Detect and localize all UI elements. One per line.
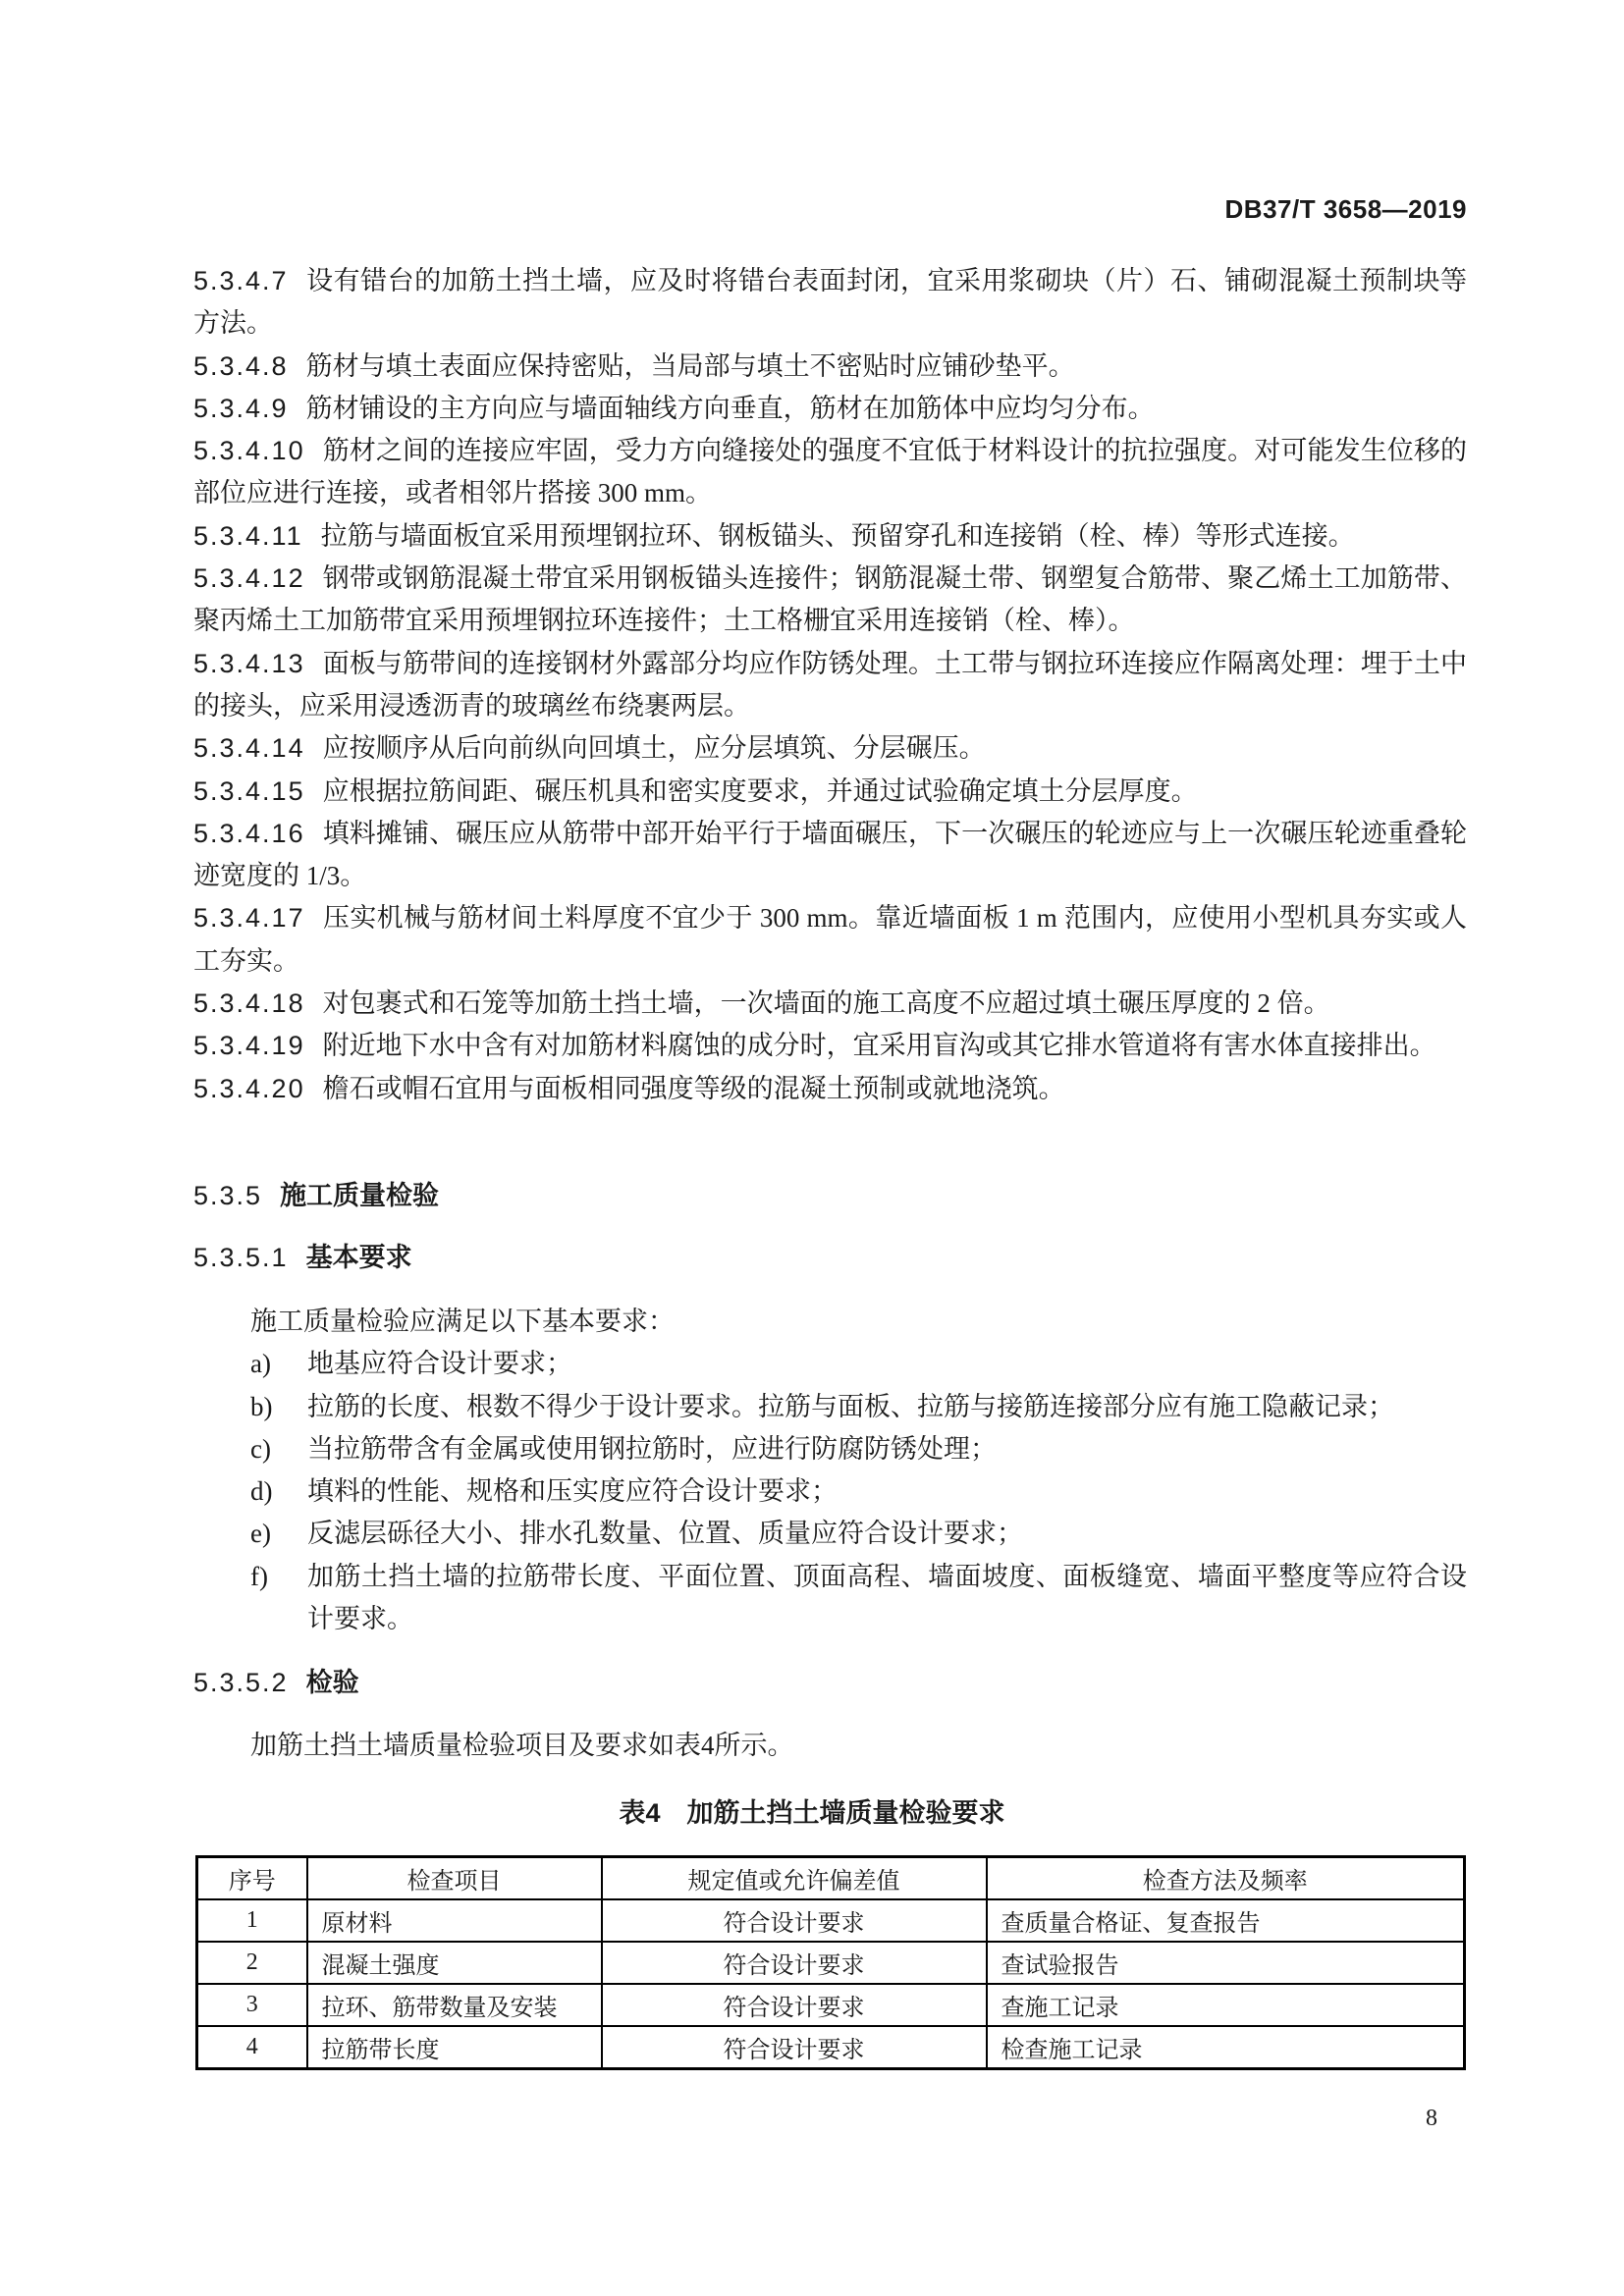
clause — [193, 771, 1467, 813]
clause-number: 5.3.4.19 — [193, 1031, 305, 1061]
clause — [193, 346, 1467, 388]
clause — [193, 983, 1467, 1025]
clause-number: 5.3.4.17 — [193, 903, 305, 934]
table-cell: 符合设计要求 — [602, 2026, 987, 2069]
list-label: a) — [250, 1349, 271, 1379]
clause-number: 5.3.4.15 — [193, 775, 305, 806]
basic-intro: 施工质量检验应满足以下基本要求： — [250, 1307, 675, 1336]
table-cell: 查质量合格证、复查报告 — [987, 1899, 1465, 1942]
list-label: c) — [250, 1433, 271, 1464]
list-text: 当拉筋带含有金属或使用钢拉筋时，应进行防腐防锈处理； — [307, 1433, 997, 1464]
quality-check-table — [195, 1855, 1466, 2070]
table-cell: 符合设计要求 — [602, 1984, 987, 2026]
clause-number: 5.3.4.12 — [193, 563, 305, 594]
section-number: 5.3.5 — [193, 1181, 263, 1210]
clause — [193, 813, 1467, 898]
table-cell: 2 — [197, 1942, 307, 1984]
clause-number: 5.3.4.18 — [193, 988, 305, 1019]
section-number: 5.3.5.2 — [193, 1668, 289, 1697]
clause-list — [193, 260, 1467, 1110]
table-row — [197, 1899, 1465, 1942]
table-cell: 符合设计要求 — [602, 1942, 987, 1984]
clause-number: 5.3.4.20 — [193, 1073, 305, 1103]
clause-number: 5.3.4.9 — [193, 393, 289, 423]
section-title: 施工质量检验 — [280, 1181, 440, 1210]
clause-number: 5.3.4.11 — [193, 520, 303, 551]
section-number: 5.3.5.1 — [193, 1243, 289, 1272]
list-text: 拉筋的长度、根数不得少于设计要求。拉筋与面板、拉筋与接筋连接部分应有施工隐蔽记录； — [307, 1391, 1394, 1421]
table-cell: 符合设计要求 — [602, 1899, 987, 1942]
list-text: 加筋土挡土墙的拉筋带长度、平面位置、顶面高程、墙面坡度、面板缝宽、墙面平整度等应符合设计要求。 — [307, 1561, 1467, 1634]
clause-number: 5.3.4.8 — [193, 350, 289, 381]
clause — [193, 558, 1467, 643]
table-row — [197, 2026, 1465, 2069]
table-cell: 4 — [197, 2026, 307, 2069]
clause — [193, 897, 1467, 983]
list-item — [250, 1470, 1467, 1513]
clause-text: 筋材与填土表面应保持密贴，当局部与填土不密贴时应铺砂垫平。 — [305, 350, 1075, 381]
clause — [193, 643, 1467, 728]
clause — [193, 1068, 1467, 1110]
basic-requirements — [250, 1301, 1467, 1640]
table-cell: 混凝土强度 — [307, 1942, 602, 1984]
document-code: DB37/T 3658—2019 — [1224, 194, 1467, 224]
table-row — [197, 1942, 1465, 1984]
clause-number: 5.3.4.13 — [193, 648, 305, 678]
table-header-row — [197, 1857, 1465, 1900]
clause-text: 筋材之间的连接应牢固，受力方向缝接处的强度不宜低于材料设计的抗拉强度。对可能发生位移的部位应进行连接，或者相邻片搭接 300 mm。 — [193, 436, 1467, 508]
clause-text: 檐石或帽石宜用与面板相同强度等级的混凝土预制或就地浇筑。 — [322, 1073, 1065, 1103]
section-heading-5-3-5-2 — [193, 1662, 1467, 1704]
list-item — [250, 1386, 1467, 1428]
clause-number: 5.3.4.14 — [193, 733, 305, 764]
clause-text: 应根据拉筋间距、碾压机具和密实度要求，并通过试验确定填土分层厚度。 — [322, 775, 1198, 806]
clause-text: 附近地下水中含有对加筋材料腐蚀的成分时，宜采用盲沟或其它排水管道将有害水体直接排出。 — [322, 1031, 1436, 1061]
column-header: 检查方法及频率 — [987, 1857, 1465, 1900]
table-cell: 原材料 — [307, 1899, 602, 1942]
clause-text: 填料摊铺、碾压应从筋带中部开始平行于墙面碾压，下一次碾压的轮迹应与上一次碾压轮迹重叠轮迹宽度的 1/3。 — [193, 818, 1467, 891]
table-cell: 拉环、筋带数量及安装 — [307, 1984, 602, 2026]
column-header: 序号 — [197, 1857, 307, 1900]
list-label: e) — [250, 1519, 271, 1549]
clause — [193, 1025, 1467, 1067]
check-intro: 加筋土挡土墙质量检验项目及要求如表4所示。 — [250, 1731, 794, 1760]
list-item — [250, 1513, 1467, 1555]
list-text: 地基应符合设计要求； — [307, 1349, 572, 1379]
list-label: f) — [250, 1561, 268, 1591]
list-label: b) — [250, 1391, 273, 1421]
list-label: d) — [250, 1476, 273, 1507]
list-item — [250, 1343, 1467, 1385]
clause-text: 应按顺序从后向前纵向回填土，应分层填筑、分层碾压。 — [322, 733, 986, 764]
clause — [193, 388, 1467, 430]
table-cell: 查试验报告 — [987, 1942, 1465, 1984]
list-text: 填料的性能、规格和压实度应符合设计要求； — [307, 1476, 838, 1507]
clause — [193, 515, 1467, 558]
clause-text: 对包裹式和石笼等加筋土挡土墙，一次墙面的施工高度不应超过填土碾压厚度的 2 倍。 — [322, 988, 1330, 1019]
section-title: 检验 — [305, 1668, 359, 1697]
clause — [193, 260, 1467, 346]
column-header: 检查项目 — [307, 1857, 602, 1900]
list-text: 反滤层砾径大小、排水孔数量、位置、质量应符合设计要求； — [307, 1519, 1023, 1549]
clause-text: 面板与筋带间的连接钢材外露部分均应作防锈处理。土工带与钢拉环连接应作隔离处理：埋于土中的接头，应采用浸透沥青的玻璃丝布绕裹两层。 — [193, 648, 1467, 721]
table-caption: 表4 加筋土挡土墙质量检验要求 — [619, 1798, 1005, 1828]
clause-text: 钢带或钢筋混凝土带宜采用钢板锚头连接件；钢筋混凝土带、钢塑复合筋带、聚乙烯土工加筋带、聚丙烯土工加筋带宜采用预埋钢拉环连接件；土工格栅宜采用连接销（栓、棒）。 — [193, 563, 1467, 636]
clause-text: 拉筋与墙面板宜采用预埋钢拉环、钢板锚头、预留穿孔和连接销（栓、棒）等形式连接。 — [320, 520, 1355, 551]
clause — [193, 727, 1467, 770]
table-cell: 查施工记录 — [987, 1984, 1465, 2026]
table-cell: 1 — [197, 1899, 307, 1942]
table-cell: 检查施工记录 — [987, 2026, 1465, 2069]
clause-text: 设有错台的加筋土挡土墙，应及时将错台表面封闭，宜采用浆砌块（片）石、铺砌混凝土预制块等方法。 — [193, 266, 1467, 339]
clause-text: 筋材铺设的主方向应与墙面轴线方向垂直，筋材在加筋体中应均匀分布。 — [305, 393, 1155, 423]
table-cell: 拉筋带长度 — [307, 2026, 602, 2069]
list-item — [250, 1428, 1467, 1470]
clause-text: 压实机械与筋材间土料厚度不宜少于 300 mm。靠近墙面板 1 m 范围内，应使用小型机具夯实或人工夯实。 — [193, 903, 1467, 976]
clause-number: 5.3.4.16 — [193, 818, 305, 848]
clause-number: 5.3.4.7 — [193, 266, 289, 295]
section-title: 基本要求 — [305, 1243, 412, 1272]
clause — [193, 430, 1467, 515]
list-item — [250, 1556, 1467, 1641]
page-number: 8 — [1426, 2106, 1437, 2131]
table-row — [197, 1984, 1465, 2026]
column-header: 规定值或允许偏差值 — [602, 1857, 987, 1900]
section-heading-5-3-5 — [193, 1175, 1467, 1217]
clause-number: 5.3.4.10 — [193, 436, 305, 466]
section-heading-5-3-5-1 — [193, 1237, 1467, 1279]
table-cell: 3 — [197, 1984, 307, 2026]
